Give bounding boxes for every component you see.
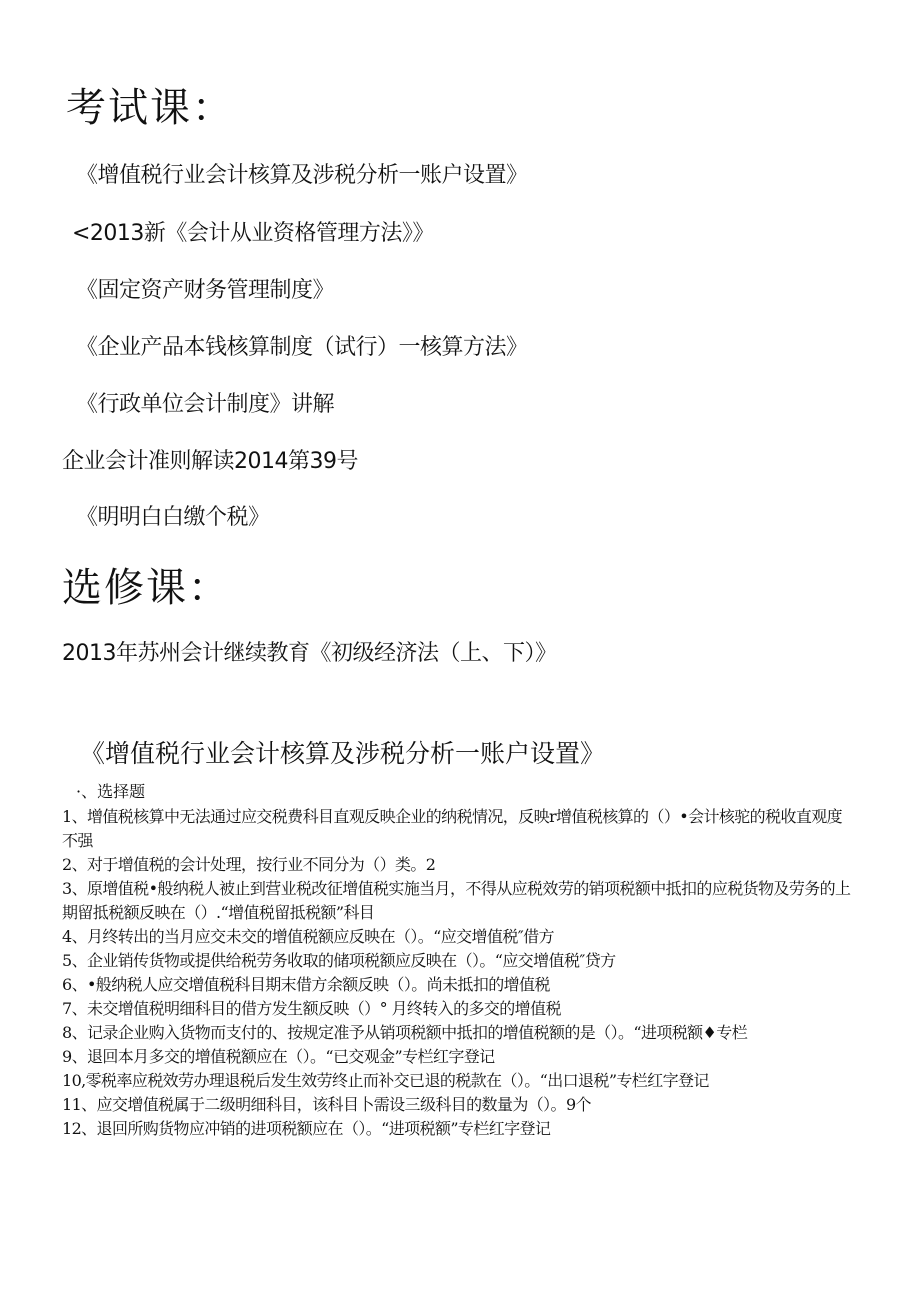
required-course-item: 《行政单位会计制度》讲解: [76, 392, 335, 417]
question-item: 9、退回本月多交的增值税额应在（）。“已交观金”专栏红字登记: [62, 1047, 495, 1066]
question-item: 7、未交增值税明细科目的借方发生额反映（）° 月终转入的多交的增值税: [62, 999, 561, 1018]
required-course-item: <2013新《会计从业资格管理方法》》: [72, 221, 434, 246]
required-course-item: 《企业产品本钱核算制度（试行）一核算方法》: [76, 335, 528, 360]
question-item: 11、应交增值税属于二级明细科目，该科目卜需设三级科目的数量为（）。9个: [62, 1095, 591, 1114]
elective-courses-heading: 选修课：: [62, 565, 230, 611]
elective-course-item: 2013年苏州会计继续教育《初级经济法（上、下）》: [62, 641, 557, 666]
required-course-item: 《明明白白缴个税》: [76, 505, 270, 530]
question-item: 5、企业销传货物或提供给税劳务收取的储项税额应反映在（）。“应交增值税″贷方: [62, 951, 616, 970]
question-item: 12、退回所购货物应冲销的进项税额应在（）。“进项税额”专栏红字登记: [62, 1119, 551, 1138]
question-item: 4、月终转出的当月应交未交的增值税额应反映在（）。“应交增值税″借方: [62, 927, 554, 946]
required-course-item: 《固定资产财务管理制度》: [76, 278, 335, 303]
question-item: 6、•般纳税人应交增值税科目期末借方余额反映（）。尚未抵扣的增值税: [62, 975, 550, 994]
required-course-item: 企业会计准则解读2014第39号: [62, 449, 358, 474]
required-courses-heading: 考试课：: [66, 85, 234, 131]
question-item: 3、原增值税•般纳税人被止到营业税改征增值税实施当月，不得从应税效劳的销项税额中抵扣的应税货物及劳务的上期留抵税额反映在（）.“增值税留抵税额”科目: [62, 879, 851, 922]
question-list: [62, 805, 852, 1141]
question-item: 8、记录企业购入货物而支付的、按规定准予从销项税额中抵扣的增值税额的是（）。“进项税额♦专栏: [62, 1023, 748, 1042]
question-item: 1、增值税核算中无法通过应交税费科目直观反映企业的纳税情况，反映r增值税核算的（）•会计核驼的税收直观度不强: [62, 807, 843, 850]
question-item: 2、对于增值税的会计处理，按行业不同分为（）类。2: [62, 855, 436, 874]
required-course-item: 《增值税行业会计核算及涉税分析一账户设置》: [76, 163, 528, 188]
section-subheading: ·、选择题: [76, 782, 146, 801]
question-item: 10,零税率应税效劳办理退税后发生效劳终止而补交已退的税款在（）。“出口退税”专栏红字登记: [62, 1071, 709, 1090]
section-title: 《增值税行业会计核算及涉税分析一账户设置》: [80, 739, 606, 768]
